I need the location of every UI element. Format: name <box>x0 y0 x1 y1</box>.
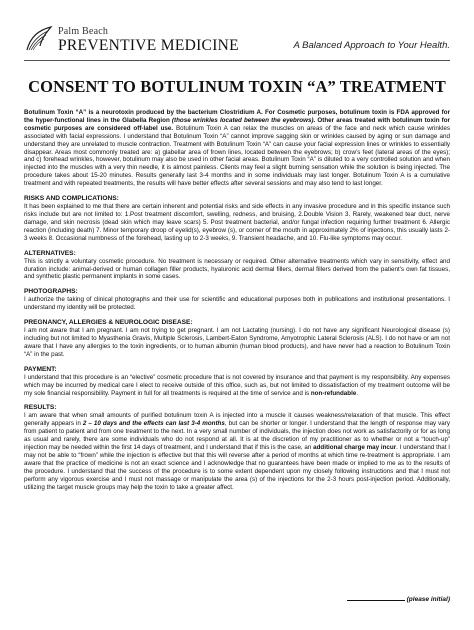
results-text-c: . I understand that I may not be able to “frown” while the injection is effective but that this will reverse after a period of months at which time re-treatment is appropriate. I am aware that the practice of medicine is not an exact science and I acknowledge that no guarantees have been made or implied to me as to the results of the procedure. I understand that the success of the procedure is to some extent dependent upon my closely following instructions and that I must not perform any vigorous exercise and I must not massage or manipulate the area (s) of the injections for the 2-3 hours post-injection period. Additionally, utilizing the target muscle groups may help the toxin to take a greater affect. <box>24 444 450 491</box>
risks-text: It has been explained to me that there are certain inherent and potential risks and side effects in any invasive procedure and in this specific instance such risks include but are not limited to: 1.Post treatment discomfort, swelling, redness, and bruising, 2.Double Vision 3. Rarely, weakened tear duct, nerve damage, and skin necrosis (dead skin which may leave scars) 5. Post treatment bacterial, and/or fungal infection requiring further treatment 6. Allergic reaction (including death) 7. Minor temporary droop of eyelid(s), eyebrow (s), or corner of the mouth in approximately 2% of injections, this usually lasts 2-3 weeks 8. Occasional numbness of the forehead, lasting up to 2-3 weeks, 9. Transient headache, and 10. Flu-like symptoms may occur. <box>24 203 450 242</box>
leaf-logo-icon <box>24 24 54 54</box>
payment-end: . <box>356 389 359 397</box>
payment-heading: PAYMENT: <box>24 365 57 373</box>
initial-field[interactable] <box>347 596 450 603</box>
header-divider <box>24 60 450 61</box>
alternatives-text: This is strictly a voluntary cosmetic procedure. No treatment is necessary or required. Other alternative treatments which vary in sensitivity, effect and duration include: animal-derived or human collagen filler products, hyaluronic acid dermal fillers, dermal fillers derived from the patient’s own fat tissues, and synthetic plastic permanent implants in some cases. <box>24 257 450 281</box>
alternatives-heading: ALTERNATIVES: <box>24 249 76 257</box>
payment-paragraph <box>24 374 450 398</box>
results-italic: 2 – 10 days and the effects can last 3-4 months <box>82 420 225 428</box>
brand-name-line2: PREVENTIVE MEDICINE <box>58 37 239 54</box>
results-text-a: I am aware that when small amounts of purified botulinum toxin A is injected into a muscle it causes weakness/relaxation of that muscle. This effect generally appears in <box>24 412 450 428</box>
initial-label: (please initial) <box>406 596 450 603</box>
brand-name-line1: Palm Beach <box>58 26 109 37</box>
results-paragraph <box>24 412 450 491</box>
payment-text: I understand that this procedure is an “elective” cosmetic procedure that is not covered by insurance and that payment is my responsibility. Any expenses which may be incurred by medical care I elect to receive outside of this office, such as, but not limited to dissatisfaction of my treatment outcome will be my sole financial responsibility. Payment in full for all treatments is required at the time of service and is <box>24 373 450 397</box>
pregnancy-text: I am not aware that I am pregnant. I am not trying to get pregnant. I am not Lactating (nursing). I do not have any significant Neurological disease (s) including but not limited to Myasthenia Gravis, Multiple Sclerosis, Lambert-Eaton Syndrome, Amyotrophic Lateral Sclerosis (ALS). I do not have or am not aware that I have any allergies to the toxin ingredients, or to human albumin (human blood products), and have never had a reaction to Botulinum Toxin “A” in the past. <box>24 327 450 358</box>
payment-non-refundable: non-refundable <box>310 389 357 397</box>
results-bold: additional charge may incur <box>313 444 397 452</box>
photographs-heading: PHOTOGRAPHS: <box>24 288 78 296</box>
intro-paragraph <box>24 109 450 188</box>
document-title: CONSENT TO BOTULINUM TOXIN “A” TREATMENT <box>28 77 446 96</box>
results-text-b: , but can be shorter or longer. I understand that the length of response may vary from patient to patient and from one treatment to the next. In a very small number of individuals, the injection does not work as satisfactorily or for as long as usual and rarely, there are some individuals who do not respond at all. It is at the discretion of my practitioner as to whether or not a “touch-up” injection may be needed within the first 14 days of treatment, and I understand that if this is the case, an <box>24 420 450 452</box>
photographs-text: I authorize the taking of clinical photographs and their use for scientific and educational purposes both in publications and institutional presentations. I understand my identity will be protected. <box>24 296 450 312</box>
risks-heading: RISKS AND COMPLICATIONS: <box>24 195 119 203</box>
letterhead <box>24 24 450 58</box>
tagline: A Balanced Approach to Your Health. <box>293 40 450 51</box>
initial-line[interactable] <box>347 600 405 601</box>
results-heading: RESULTS: <box>24 404 57 412</box>
intro-bold-italic: (those wrinkles located between the eyebrows). <box>171 116 316 124</box>
intro-bold-lead: Botulinum Toxin “A” is a neurotoxin produced by the bacterium Clostridium A. For Cosmetic purposes, botulinum toxin is FDA approved for the hyper-functional lines in the Glabella Region <box>24 109 450 124</box>
intro-bold-tail: Other areas treated with botulinum toxin for cosmetic purposes are considered off-label use. <box>24 116 450 132</box>
pregnancy-heading: PREGNANCY, ALLERGIES & NEUROLOGIC DISEASE: <box>24 319 193 327</box>
intro-body: Botulinum Toxin A can relax the muscles on areas of the face and neck which cause wrinkles associated with facial expressions. I understand that Botulinum Toxin “A” cannot improve sagging skin or wrinkles caused by aging or sun damage and understand they are unrelated to muscle contraction. Treatment with Botulinum Toxin “A” can cause your facial expression lines or wrinkles to essentially disappear. Areas most commonly treated are: a) glabellar area of frown lines, located between the eyebrows; b) crow’s feet (lateral areas of the eyes); and c) forehead wrinkles, however, botulinum may also be used in other facial areas. Botulinum Toxin “A” is diluted to a very controlled solution and when injected into the muscles with a very thin needle, it is almost painless. Clients may feel a slight burning sensation while the solution is being injected. The procedure takes about 15-20 minutes. Results generally last 3-4 months and in some individuals may last longer. Botulinum Toxin A is a cumulative treatment and with repeated treatments, the results will have better effects after several sessions and may also tend to last longer. <box>24 124 450 188</box>
